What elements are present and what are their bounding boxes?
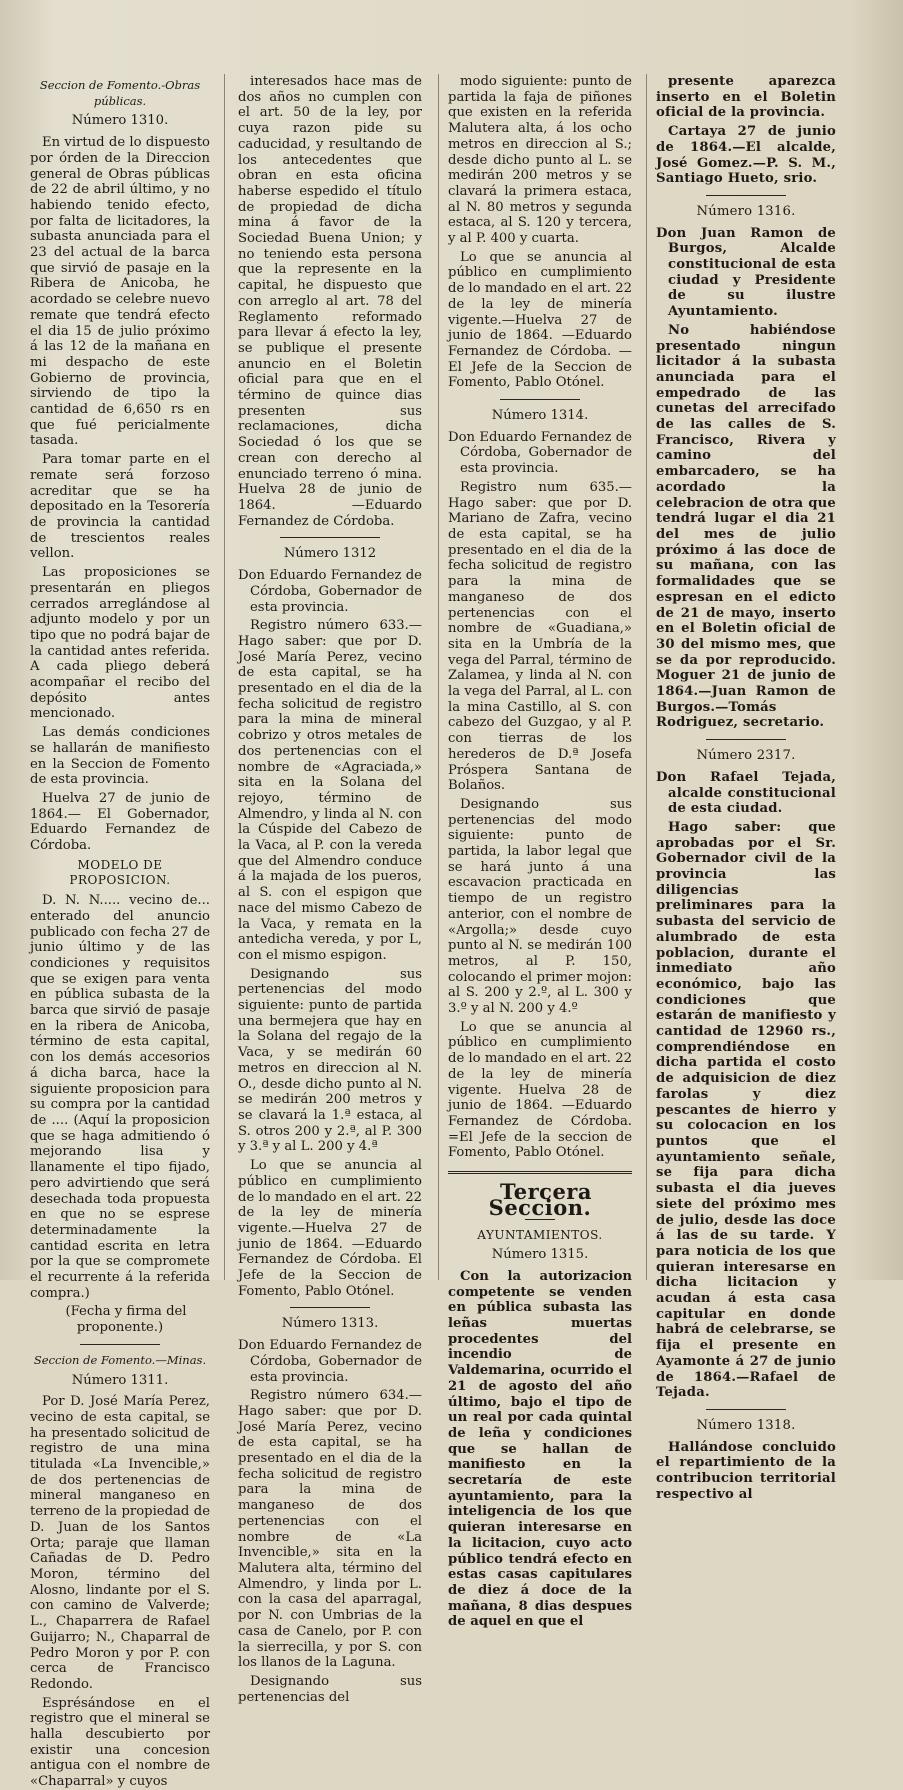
paragraph: Esprésándose en el registro que el mineral se halla descubierto por existir una concesion antigua con el nombre de «Chaparral» y cuyos — [30, 1695, 210, 1790]
notice-number: Número 1316. — [696, 203, 796, 219]
separator-rule — [80, 1344, 160, 1345]
column-2 — [238, 74, 422, 1705]
paragraph: Con la autorizacion competente se venden en pública subasta las leñas muertas procedentes del incendio de Valdemarina, ocurrido el 21 de agosto del año último, bajo el tipo de un real por cada quintal de leña y condiciones que se hallan de manifiesto en la secretaría de este ayuntamiento, para la inteligencia de los que quieran interesarse en la licitacion, cuyo acto público tendrá efecto en estas casas capitulares de diez á doce de la mañana, 8 dias despues de aquel en que el — [448, 1268, 632, 1630]
paragraph: Registro número 633.—Hago saber: que por D. José María Perez, vecino de esta capital, se ha presentado en el dia de la fecha solicitud de registro para la mina de mineral cobrizo y otros metales de dos pertenencias con el nombre de «Agraciada,» sita en la Solana del rejoyo, término de Almendro, y linda al N. con la Cúspide del Cabezo de la Vaca, al P. con la vereda que del Almendro conduce á la majada de los pueros, al S. con el espigon que nace del mismo Cabezo de la Vaca, y remata en la antedicha vereda, y por L, con el mismo espigon. — [238, 618, 422, 963]
section-double-rule — [448, 1171, 632, 1174]
section-heading: Seccion de Fomento.-Obras públicas. — [39, 78, 201, 108]
paragraph: Designando sus pertenencias del modo siguiente: punto de partida una bermejera que hay en la Solana del regajo de la Vaca, y se medirán 60 metros en direccion al N. O., desde dicho punto al N. se medirán 200 metros y se clavará la 1.ª estaca, al S. otros 200 y 2.ª, al P. 300 y 3.ª y al L. 200 y 4.ª — [238, 966, 422, 1155]
paragraph: Registro num 635.—Hago saber: que por D. Mariano de Zafra, vecino de esta capital, se ha presentado en el dia de la fecha solicitud de registro para la mina de manganeso de dos pertenencias con el nombre de «Guadiana,» sita en la Umbría de la vega del Parral, término de Zalamea, y linda al N. con la vega del Parral, al L. con la mina Castillo, al S. con cabezo del Guzgao, y al P. con tierras de los herederos de D.ª Josefa Próspera Santana de Bolaños. — [448, 479, 632, 794]
paragraph: Designando sus pertenencias del — [238, 1673, 422, 1705]
notice-number: Número 1311. — [71, 1372, 169, 1388]
paragraph: Las proposiciones se presentarán en pliegos cerrados arreglándose al adjunto modelo y por un tipo que no podrá bajar de la cantidad antes referida. A cada pliego deberá acompañar el recibo del depósito antes mencionado. — [30, 565, 210, 722]
notice-number: Número 1318. — [696, 1417, 796, 1433]
separator-rule — [706, 195, 786, 196]
notice-number: Número 1312 — [283, 546, 377, 562]
paragraph: Lo que se anuncia al público en cumplimiento de lo mandado en el art. 22 de la ley de minería vigente.—Huelva 27 de junio de 1864. —Eduardo Fernandez de Córdoba. El Jefe de la Seccion de Fomento, Pablo Otónel. — [238, 1158, 422, 1299]
paragraph: Lo que se anuncia al público en cumplimiento de lo mandado en el art. 22 de la ley de minería vigente. Huelva 28 de junio de 1864. —Eduardo Fernandez de Córdoba. =El Jefe de la seccion de Fomento, Pablo Otónel. — [448, 1019, 632, 1161]
notice-header: Don Eduardo Fernandez de Córdoba, Gobernador de esta provincia. — [448, 429, 632, 477]
paragraph: No habiéndose presentado ningun licitador á la subasta anunciada para el empedrado de las cunetas del arrecifado de las calles de S. Francisco, Rivera y camino del embarcadero, se ha acordado la celebracion de otra que tendrá lugar el dia 21 del mes de julio próximo á las doce de su mañana, con las formalidades que se espresan en el edicto de 21 de mayo, inserto en el Boletin oficial de 30 del mismo mes, que se da por reproducido. Moguer 21 de junio de 1864.—Juan Ramon de Burgos.—Tomás Rodriguez, secretario. — [656, 322, 836, 731]
paragraph: Las demás condiciones se hallarán de manifiesto en la Seccion de Fomento de esta provincia. — [30, 725, 210, 788]
separator-rule — [280, 537, 380, 538]
section-heading: Seccion de Fomento.—Minas. — [33, 1352, 207, 1367]
subsection-title: AYUNTAMIENTOS. — [477, 1227, 603, 1242]
notice-number: Número 1310. — [71, 113, 169, 129]
section-title: Tercera Seccion. — [488, 1179, 592, 1220]
paragraph: D. N. N..... vecino de... enterado del anuncio publicado con fecha 27 de junio último y de las condiciones y requisitos que se exigen para venta en pública subasta de la barca que sirvió de pasaje en la ribera de Anicoba, término de esta capital, con los demás accesorios á dicha barca, hace la siguiente proposicion para su compra por la cantidad de .... (Aquí la proposicion que se haga admitiendo ó mejorando lisa y llanamente el tipo fijado, pero advirtiendo que será desechada toda propuesta en que no se esprese determinadamente la cantidad escrita en letra por la que se compromete el recurrente á la referida compra.) — [30, 893, 210, 1301]
paragraph: Designando sus pertenencias del modo siguiente: punto de partida, la labor legal que se hará junto á una escavacion practicada en tiempo de un registro anterior, con el nombre de «Argolla;» desde cuyo punto al N. se medirán 100 metros, al P. 150, colocando el primer mojon: al S. 200 y 2.º, al L. 300 y 3.º y al N. 200 y 4.º — [448, 796, 632, 1017]
notice-number: Número 1313. — [281, 1316, 379, 1332]
paragraph: modo siguiente: punto de partida la faja de piñones que existen en la referida Malutera alta, á los ocho metros en direccion al S.; desde dicho punto al L. se medirán 200 metros y se clavará la primera estaca, al N. 80 metros y segunda estaca, al S. 120 y tercera, y al P. 400 y cuarta. — [448, 74, 632, 247]
column-4 — [656, 74, 836, 1502]
notice-number: Número 1314. — [491, 408, 589, 424]
paragraph: En virtud de lo dispuesto por órden de la Direccion general de Obras públicas de 22 de abril último, y no habiendo tenido efecto, por falta de licitadores, la subasta anunciada para el 23 del actual de la barca que sirvió de pasaje en la Ribera de Anicoba, he acordado se celebre nuevo remate que tendrá efecto el dia 15 de julio próximo á las 12 de la mañana en mi despacho de este Gobierno de provincia, sirviendo de tipo la cantidad de 6,650 rs en que fué pericialmente tasada. — [30, 135, 210, 449]
column-divider — [438, 74, 439, 1280]
column-1 — [30, 74, 210, 1790]
notice-header: Don Juan Ramon de Burgos, Alcalde constitucional de esta ciudad y Presidente de su ilustre Ayuntamiento. — [656, 225, 836, 320]
separator-rule — [500, 399, 580, 400]
notice-header: Don Rafael Tejada, alcalde constitucional de esta ciudad. — [656, 769, 836, 817]
model-heading: MODELO DE PROPOSICION. — [69, 857, 171, 888]
paragraph: presente aparezca inserto en el Boletin oficial de la provincia. — [656, 74, 836, 121]
notice-header: Don Eduardo Fernandez de Córdoba, Gobernador de esta provincia. — [238, 568, 422, 615]
paragraph: interesados hace mas de dos años no cumplen con el art. 50 de la ley, por cuya razon pide su caducidad, y resultando de los antecedentes que obran en esta oficina haberse espedido el título de propiedad de dicha mina á favor de la Sociedad Buena Union; y no teniendo esta persona que la represente en la capital, he dispuesto que con arreglo al art. 78 del Reglamento reformado para llevar á efecto la ley, se publique el presente anuncio en el Boletin oficial para que en el término de quince dias presenten sus reclamaciones, dicha Sociedad ó los que se crean con derecho al enunciado terreno ó mina. Huelva 28 de junio de 1864. —Eduardo Fernandez de Córdoba. — [238, 74, 422, 529]
paragraph: Registro número 634.—Hago saber: que por D. José María Perez, vecino de esta capital, se ha presentado en el dia de la fecha solicitud de registro para la mina de manganeso de dos pertenencias con el nombre de «La Invencible,» sita en la Malutera alta, término del Almendro, y linda por L. con la casa del aparragal, por N. con Umbrias de la casa de Canelo, por P. con la sierrecilla, y por S. con los llanos de la Laguna. — [238, 1388, 422, 1671]
paragraph: Para tomar parte en el remate será forzoso acreditar que se ha depositado en la Tesorería de provincia la cantidad de trescientos reales vellon. — [30, 452, 210, 562]
paragraph: Cartaya 27 de junio de 1864.—El alcalde, José Gomez.—P. S. M., Santiago Hueto, srio. — [656, 124, 836, 187]
paragraph: Por D. José María Perez, vecino de esta capital, se ha presentado solicitud de registro de una mina titulada «La Invencible,» de dos pertenencias de mineral manganeso en terreno de la propiedad de D. Juan de los Santos Orta; paraje que llaman Cañadas de D. Pedro Moron, término del Alosno, lindante por el S. con camino de Valverde; L., Chaparrera de Rafael Guijarro; N., Chaparral de Pedro Moron y por P. con cerca de Francisco Redondo. — [30, 1394, 210, 1692]
column-3 — [448, 74, 632, 1630]
paragraph: Hallándose concluido el repartimiento de la contribucion territorial respectivo al — [656, 1439, 836, 1502]
column-divider — [646, 74, 647, 1280]
notice-header: Don Eduardo Fernandez de Córdoba, Gobernador de esta provincia. — [238, 1338, 422, 1385]
notice-number: Número 2317. — [696, 748, 796, 764]
separator-rule — [706, 1409, 786, 1410]
notice-number: Número 1315. — [491, 1247, 589, 1263]
paragraph: Lo que se anuncia al público en cumplimiento de lo mandado en el art. 22 de la ley de minería vigente.—Huelva 27 de junio de 1864. —Eduardo Fernandez de Córdoba. —El Jefe de la Seccion de Fomento, Pablo Otónel. — [448, 249, 632, 391]
separator-rule — [290, 1307, 370, 1308]
paragraph: Huelva 27 de junio de 1864.— El Gobernador, Eduardo Fernandez de Córdoba. — [30, 790, 210, 854]
column-divider — [224, 74, 225, 1280]
paragraph: Hago saber: que aprobadas por el Sr. Gobernador civil de la provincia las diligencias preliminares para la subasta del servicio de alumbrado de esta poblacion, durante el inmediato año económico, bajo las condiciones que estarán de manifiesto y cantidad de 12960 rs., comprendiéndose en dicha partida el costo de adquisicion de diez farolas y diez pescantes de hierro y su colocacion en los puntos que el ayuntamiento señale, se fija para dicha subasta el dia jueves siete del próximo mes de julio, desde las doce á las de su tarde. Y para noticia de los que quieran interesarse en dicha licitacion y acudan á esta casa capitular en donde habrá de celebrarse, se fija el presente en Ayamonte á 27 de junio de 1864.—Rafael de Tejada. — [656, 819, 836, 1401]
separator-rule — [706, 739, 786, 740]
signature-line: (Fecha y firma del proponente.) — [65, 1304, 187, 1336]
